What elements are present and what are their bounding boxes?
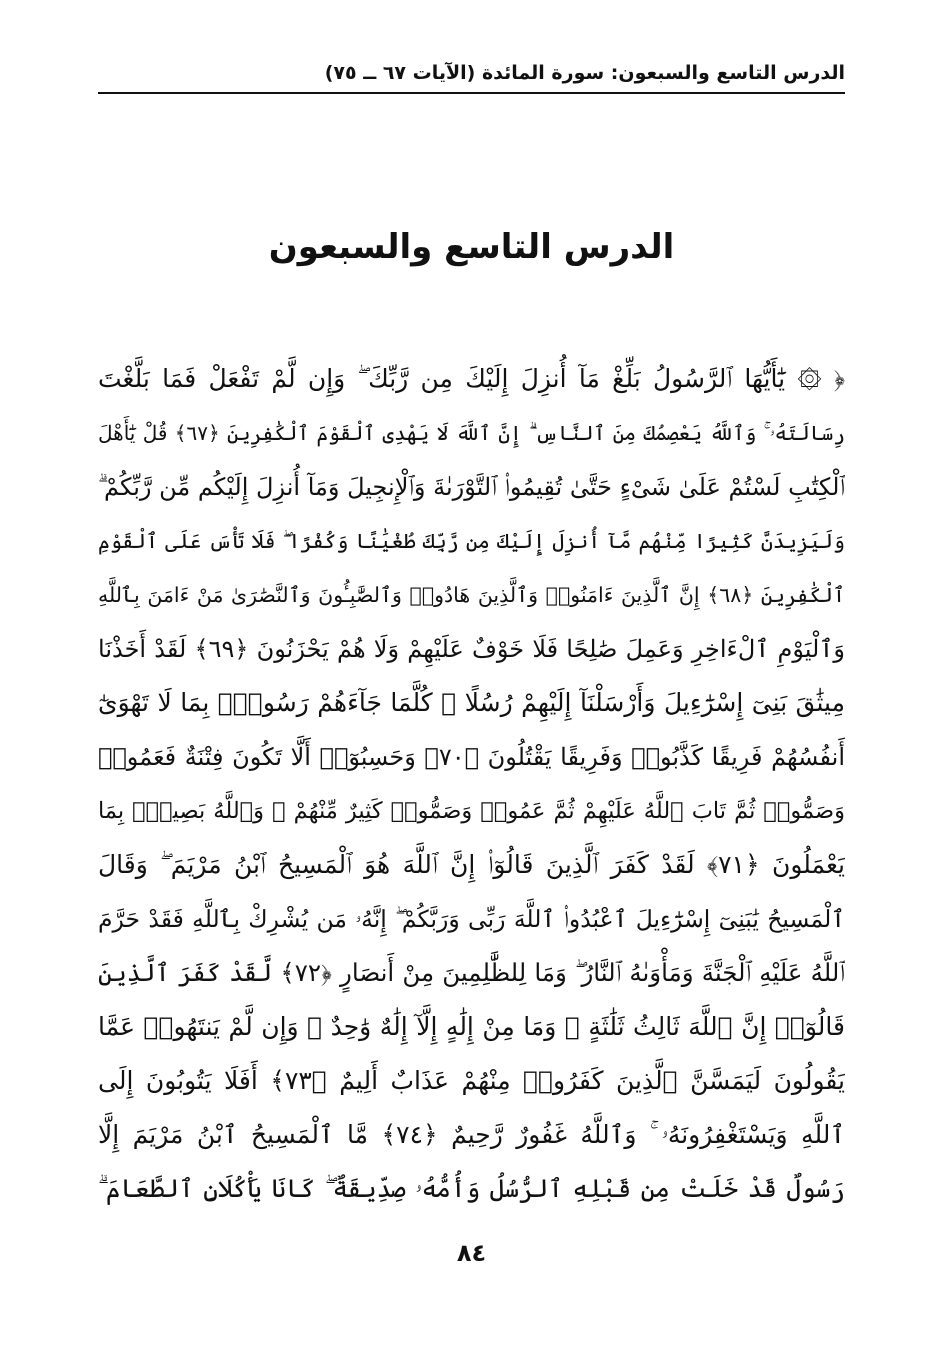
verse-line: أَنفُسُهُمْ فَرِيقًا كَذَّبُوا۟ وَفَرِيقًا يَقْتُلُونَ ﴿٧٠﴾ وَحَسِبُوٓا۟ أَلَّا تَكُونَ فِتْنَةٌ فَعَمُوا۟: [98, 743, 845, 771]
verse-line: ٱلْكِتَٰبِ لَسْتُمْ عَلَىٰ شَىْءٍ حَتَّىٰ تُقِيمُوا۟ ٱلتَّوْرَىٰةَ وَٱلْإِنجِيلَ وَمَآ أُنزِلَ إِلَيْكُم مِّن رَّبِّكُمْ ۗ: [98, 473, 845, 501]
verse-line: يَقُولُونَ لَيَمَسَّنَّ ٱلَّذِينَ كَفَرُوا۟ مِنْهُمْ عَذَابٌ أَلِيمٌ ﴿٧٣﴾ أَفَلَا يَتُوبُونَ إِلَى: [98, 1066, 845, 1095]
verse-line: ٱللَّهُ عَلَيْهِ ٱلْجَنَّةَ وَمَأْوَىٰهُ ٱلنَّارُ ۖ وَمَا لِلظَّٰلِمِينَ مِنْ أَنصَارٍ ﴿٧٢﴾ لَّقَدْ كَفَرَ ٱلَّذِينَ: [98, 958, 845, 987]
verse-line: وَٱلْيَوْمِ ٱلْءَاخِرِ وَعَمِلَ صَٰلِحًا فَلَا خَوْفٌ عَلَيْهِمْ وَلَا هُمْ يَحْزَنُونَ ﴿٦٩﴾ لَقَدْ أَخَذْنَا: [98, 635, 845, 663]
lesson-title: الدرس التاسع والسبعون: [268, 227, 675, 267]
page-number: ٨٤: [456, 1239, 487, 1267]
verse-line: ٱلْمَسِيحُ يَٰبَنِىٓ إِسْرَٰٓءِيلَ ٱعْبُدُوا۟ ٱللَّهَ رَبِّى وَرَبَّكُمْ ۖ إِنَّهُۥ مَن يُشْرِكْ بِٱللَّهِ فَقَدْ حَرَّمَ: [98, 905, 845, 933]
verse-line: وَلَيَزِيدَنَّ كَثِيرًا مِّنْهُم مَّآ أُنزِلَ إِلَيْكَ مِن رَّبِّكَ طُغْيَٰنًا وَكُفْرًا ۖ فَلَا تَأْسَ عَلَى ٱلْقَوْمِ: [98, 529, 845, 553]
running-header: [98, 58, 845, 94]
running-header-title: الدرس التاسع والسبعون: سورة المائدة (الآيات ٦٧ ــ ٧٥): [324, 62, 845, 84]
verse-line: رِسَالَتَهُۥ ۚ وَٱللَّهُ يَعْصِمُكَ مِنَ ٱلنَّاسِ ۗ إِنَّ ٱللَّهَ لَا يَهْدِى ٱلْقَوْمَ ٱلْكَٰفِرِينَ ﴿٦٧﴾ قُلْ يَٰٓأَهْلَ: [98, 421, 845, 445]
verse-line: ﴿ ۞ يَٰٓأَيُّهَا ٱلرَّسُولُ بَلِّغْ مَآ أُنزِلَ إِلَيْكَ مِن رَّبِّكَ ۖ وَإِن لَّمْ تَفْعَلْ فَمَا بَلَّغْتَ: [98, 364, 845, 393]
verse-line: ٱلْكَٰفِرِينَ ﴿٦٨﴾ إِنَّ ٱلَّذِينَ ءَامَنُوا۟ وَٱلَّذِينَ هَادُوا۟ وَٱلصَّٰبِـُٔونَ وَٱلنَّصَٰرَىٰ مَنْ ءَامَنَ بِٱللَّهِ: [98, 583, 845, 607]
verse-line: يَعْمَلُونَ ﴿٧١﴾ لَقَدْ كَفَرَ ٱلَّذِينَ قَالُوٓا۟ إِنَّ ٱللَّهَ هُوَ ٱلْمَسِيحُ ٱبْنُ مَرْيَمَ ۖ وَقَالَ: [98, 850, 845, 879]
quran-verses-block: [98, 352, 845, 1216]
verse-line: ٱللَّهِ وَيَسْتَغْفِرُونَهُۥ ۚ وَٱللَّهُ غَفُورٌ رَّحِيمٌ ﴿٧٤﴾ مَّا ٱلْمَسِيحُ ٱبْنُ مَرْيَمَ إِلَّا: [98, 1120, 845, 1149]
verse-line: وَصَمُّوا۟ ثُمَّ تَابَ ٱللَّهُ عَلَيْهِمْ ثُمَّ عَمُوا۟ وَصَمُّوا۟ كَثِيرٌ مِّنْهُمْ ۚ وَٱللَّهُ بَصِيرٌۢ بِمَا: [98, 798, 845, 824]
verse-line: رَسُولٌ قَدْ خَلَتْ مِن قَبْلِهِ ٱلرُّسُلُ وَأُمُّهُۥ صِدِّيقَةٌ ۖ كَانَا يَأْكُلَانِ ٱلطَّعَامَ ۗ: [98, 1174, 845, 1203]
verse-line: مِيثَٰقَ بَنِىٓ إِسْرَٰٓءِيلَ وَأَرْسَلْنَآ إِلَيْهِمْ رُسُلًا ۖ كُلَّمَا جَآءَهُمْ رَسُولٌۢ بِمَا لَا تَهْوَىٰٓ: [98, 688, 845, 717]
verse-line: قَالُوٓا۟ إِنَّ ٱللَّهَ ثَالِثُ ثَلَٰثَةٍ ۘ وَمَا مِنْ إِلَٰهٍ إِلَّآ إِلَٰهٌ وَٰحِدٌ ۚ وَإِن لَّمْ يَنتَهُوا۟ عَمَّا: [98, 1012, 845, 1041]
